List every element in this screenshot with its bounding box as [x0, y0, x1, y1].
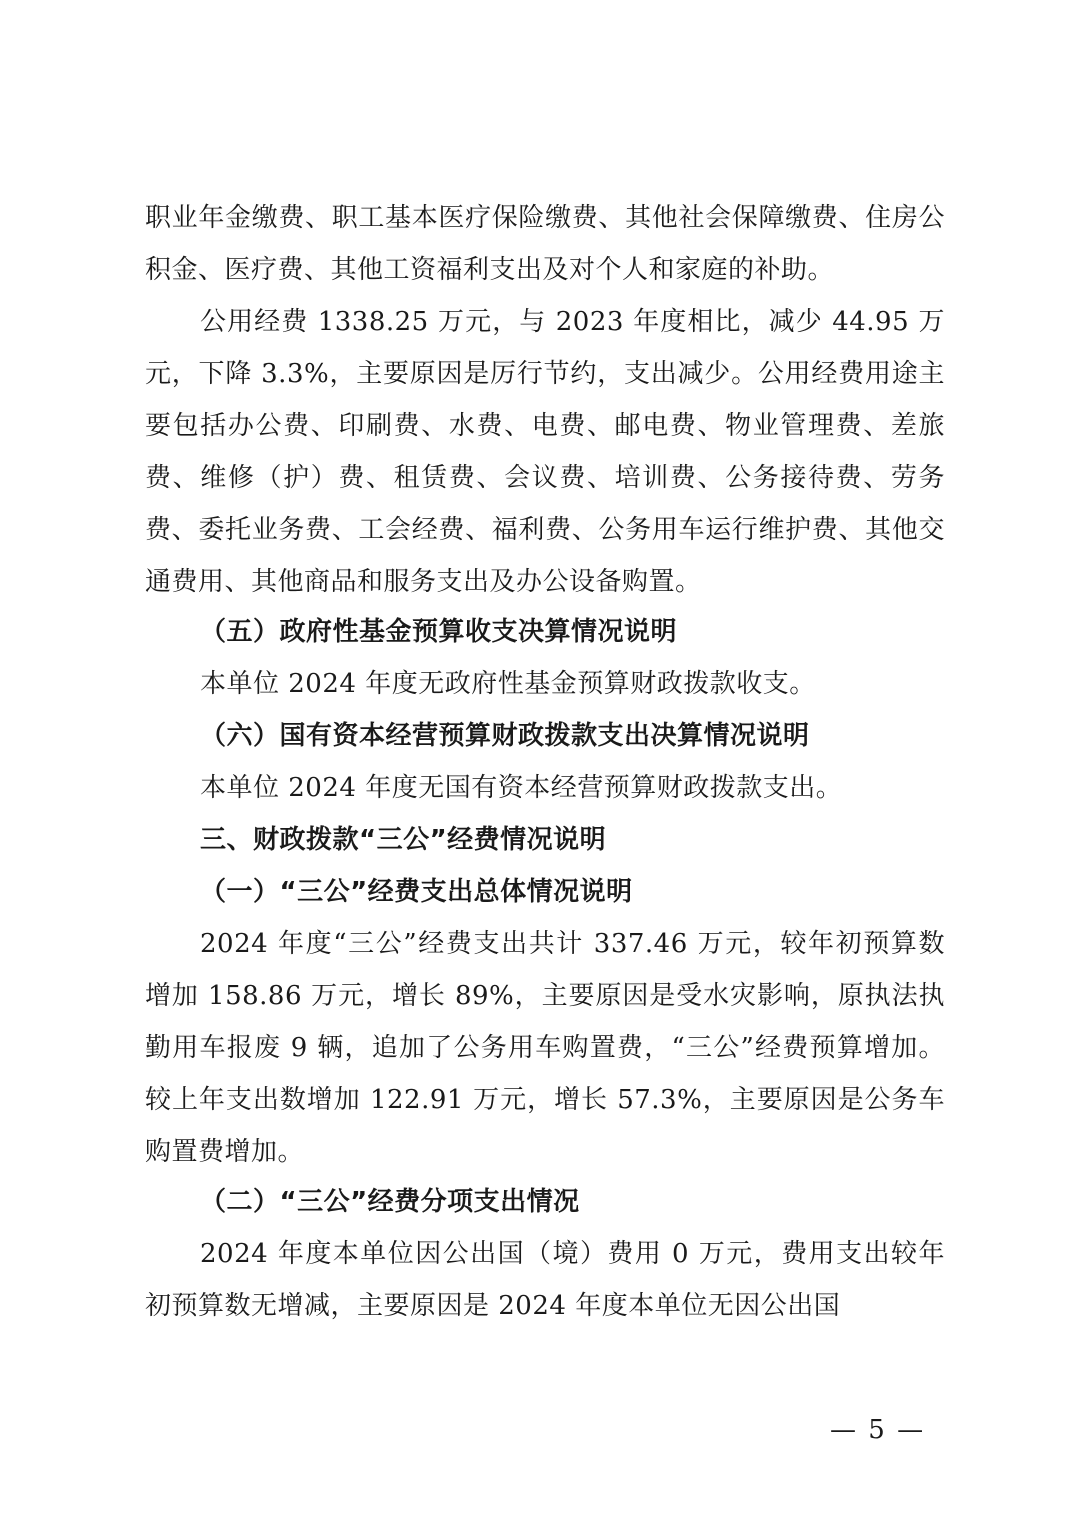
- heading-government-fund-budget: （五）政府性基金预算收支决算情况说明: [200, 617, 678, 647]
- paragraph-three-public-overall: 2024 年度“三公”经费支出共计 337.46 万元，较年初预算数增加 158.86 万元，增长 89%，主要原因是受水灾影响，原执法执勤用车报废 9 辆，追加了公务用车购置费，“三公”经费预算增加。较上年支出数增加 122.91 万元，增长 57.3%，主要原因是公务车购置费增加。: [145, 929, 945, 1167]
- paragraph-public-expenses: 公用经费 1338.25 万元，与 2023 年度相比，减少 44.95 万元，下降 3.3%，主要原因是厉行节约，支出减少。公用经费用途主要包括办公费、印刷费、水费、电费、邮电费、物业管理费、差旅费、维修（护）费、租赁费、会议费、培训费、公务接待费、劳务费、委托业务费、工会经费、福利费、公务用车运行维护费、其他交通费用、其他商品和服务支出及办公设备购置。: [145, 307, 945, 597]
- page-number: — 5 —: [830, 1415, 926, 1445]
- heading-state-capital-budget: （六）国有资本经营预算财政拨款支出决算情况说明: [200, 721, 810, 751]
- paragraph-overseas-travel: 2024 年度本单位因公出国（境）费用 0 万元，费用支出较年初预算数无增减，主要原因是 2024 年度本单位无因公出国: [145, 1239, 945, 1321]
- paragraph-state-capital-budget: 本单位 2024 年度无国有资本经营预算财政拨款支出。: [200, 773, 843, 803]
- heading-three-public-itemized: （二）“三公”经费分项支出情况: [200, 1187, 580, 1217]
- heading-three-public-overall: （一）“三公”经费支出总体情况说明: [200, 877, 633, 907]
- paragraph-government-fund-budget: 本单位 2024 年度无政府性基金预算财政拨款收支。: [200, 669, 816, 699]
- heading-three-public-expenses: 三、财政拨款“三公”经费情况说明: [200, 825, 607, 855]
- paragraph-staff-expenses-continued: 职业年金缴费、职工基本医疗保险缴费、其他社会保障缴费、住房公积金、医疗费、其他工资福利支出及对个人和家庭的补助。: [145, 203, 945, 285]
